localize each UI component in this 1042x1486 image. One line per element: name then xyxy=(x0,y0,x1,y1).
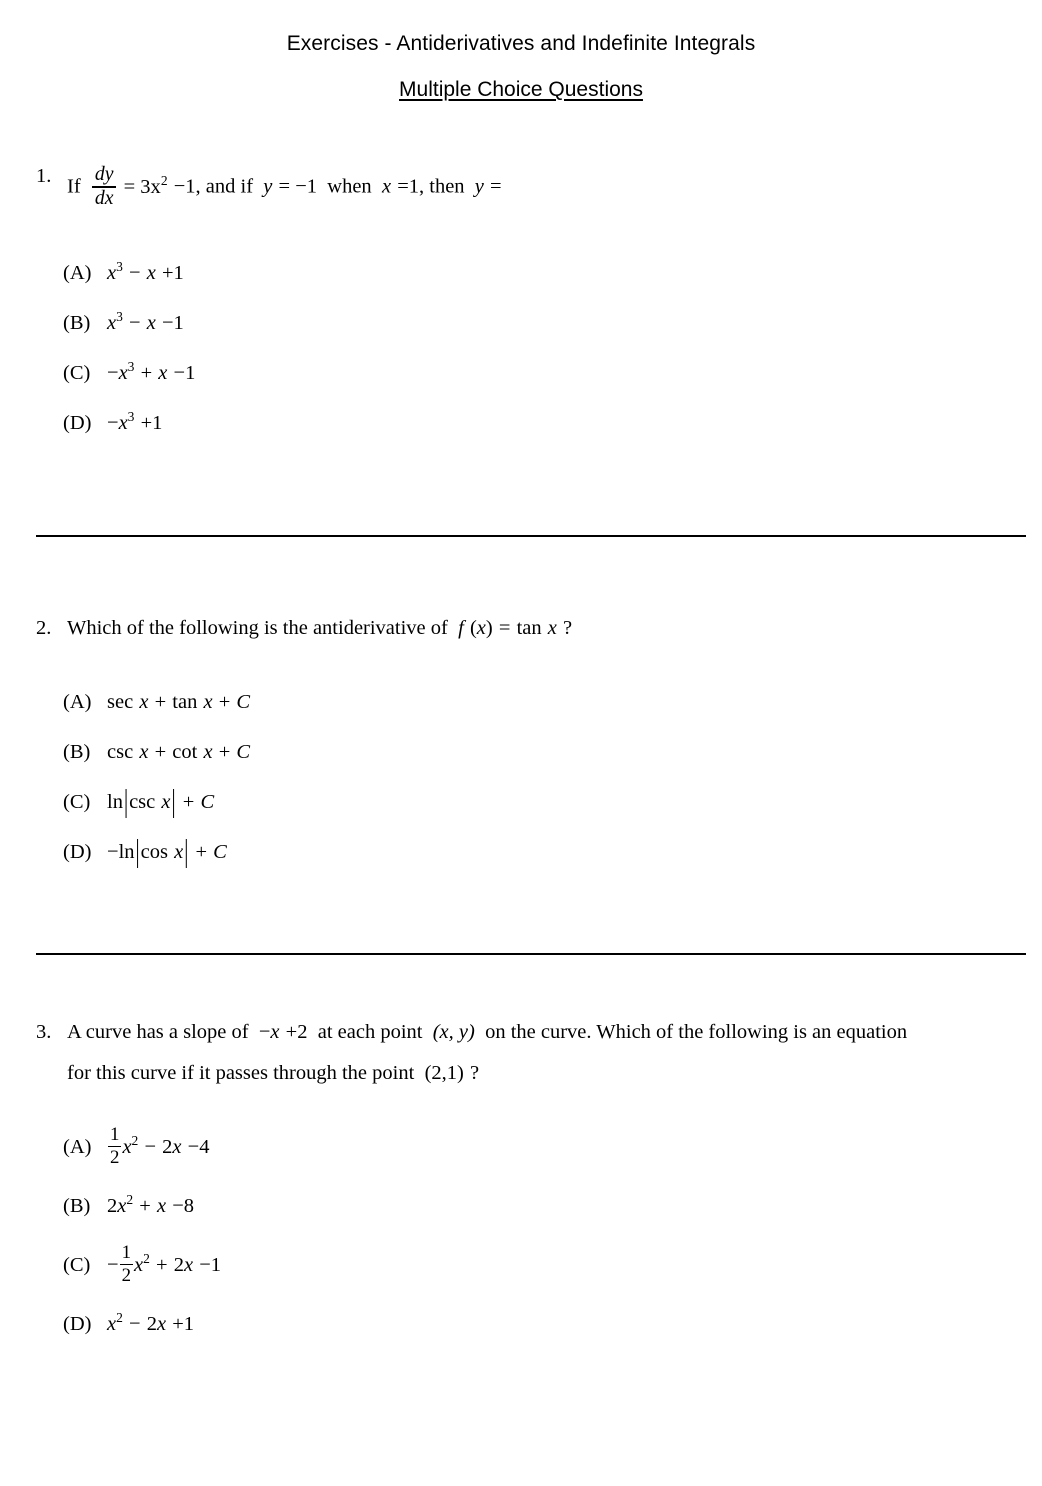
choice-label-c: (C) xyxy=(63,362,91,385)
dy-dx-fraction xyxy=(92,165,117,209)
question-3-line2-part-a: for this curve if it passes through the point xyxy=(67,1061,415,1084)
choice-text-b: $x^3 - x -1$ xyxy=(107,309,184,335)
absolute-value-bar-close: | xyxy=(184,834,189,869)
question-1 xyxy=(0,163,1042,438)
question-1-condition2-eq: =1 xyxy=(397,175,419,198)
question-1-choice-b[interactable] xyxy=(63,310,1042,338)
question-1-stem xyxy=(0,163,1042,210)
question-3-point-variable: (x, y) xyxy=(432,1021,475,1043)
question-3-choice-d[interactable] xyxy=(63,1311,1042,1339)
question-1-condition1-eq: = −1 xyxy=(278,175,318,198)
question-2 xyxy=(0,618,1042,867)
choice-text-d: $x^2 - 2x +1$ xyxy=(107,1310,195,1336)
fraction-numerator: 1 xyxy=(121,1241,131,1263)
choice-text-c: ln|csc x| + C xyxy=(107,784,215,819)
question-2-function: f (x) = tan x ? xyxy=(458,617,573,639)
absolute-value-bar-close: | xyxy=(171,784,176,819)
choice-label-d: (D) xyxy=(63,841,92,863)
question-1-choice-a[interactable] xyxy=(63,260,1042,288)
page-subtitle-underlined-text: Multiple Choice Questions xyxy=(399,78,643,101)
choice-text-a: sec x + tan x + C xyxy=(107,691,251,713)
fraction-numerator: dy xyxy=(94,163,114,185)
question-2-choices xyxy=(0,639,1042,867)
page-subtitle xyxy=(0,56,1042,102)
divider-after-question-1 xyxy=(36,535,1026,537)
choice-text-d: −ln|cos x| + C xyxy=(107,834,227,869)
fraction-denominator: dx xyxy=(94,187,114,210)
question-1-choice-c[interactable] xyxy=(63,360,1042,388)
one-half-fraction xyxy=(108,1123,121,1168)
choice-text-d: $-x^3 +1$ xyxy=(107,409,163,435)
page-title: Exercises - Antiderivatives and Indefinite Integrals xyxy=(286,32,756,55)
question-2-number: 2. xyxy=(36,617,52,639)
question-3-number: 3. xyxy=(36,1021,52,1043)
question-3-point-value: (2,1) xyxy=(424,1061,464,1084)
choice-text-a: $x^3 - x +1$ xyxy=(107,259,184,285)
question-1-equation: = $3x^2$ xyxy=(123,172,168,198)
choice-text-c: − $\frac{1}{2}$ $x^2 + 2x -1$ xyxy=(107,1241,222,1286)
question-2-choice-a[interactable] xyxy=(63,689,1042,717)
question-1-number: 1. xyxy=(36,165,52,187)
choice-label-b: (B) xyxy=(63,741,91,763)
question-3-choice-c[interactable] xyxy=(63,1241,1042,1287)
choice-label-a: (A) xyxy=(63,1136,92,1159)
question-2-choice-c[interactable] xyxy=(63,784,1042,819)
question-1-result-var: y xyxy=(474,175,484,198)
question-1-condition2-var: x xyxy=(381,175,392,198)
question-3-line1-part-b: at each point xyxy=(317,1021,423,1043)
question-3-choice-b[interactable] xyxy=(63,1193,1042,1221)
question-1-when: when xyxy=(327,175,372,198)
question-3-line2-part-b: ? xyxy=(469,1061,480,1084)
question-1-stem-prefix: If xyxy=(67,175,81,198)
question-1-condition1-var: y xyxy=(263,175,273,198)
question-3-line1-part-a: A curve has a slope of xyxy=(67,1021,249,1043)
fraction-denominator: 2 xyxy=(121,1264,131,1286)
question-2-choice-d[interactable] xyxy=(63,834,1042,869)
question-2-choice-b[interactable] xyxy=(63,739,1042,767)
question-1-stem-end: , then xyxy=(419,175,465,198)
absolute-value-bar-open: | xyxy=(135,834,140,869)
exponent-2: 2 xyxy=(160,172,168,188)
fraction-numerator: 1 xyxy=(110,1123,120,1145)
question-2-stem-text xyxy=(67,618,1002,639)
question-3-stem-line-1 xyxy=(67,1022,1002,1043)
choice-label-d: (D) xyxy=(63,412,92,435)
question-1-stem-text xyxy=(67,163,1002,210)
question-3-line1-part-c: on the curve. Which of the following is an equation xyxy=(485,1021,908,1043)
choice-label-a: (A) xyxy=(63,262,92,285)
question-3-choices xyxy=(0,1085,1042,1339)
choice-text-b: $2x^2 + x -8$ xyxy=(107,1192,195,1218)
choice-text-a: $\frac{1}{2}$ $x^2 - 2x -4$ xyxy=(110,1123,210,1168)
question-1-choices xyxy=(0,210,1042,438)
question-1-result-eq: = xyxy=(490,175,502,198)
one-half-fraction xyxy=(120,1241,133,1286)
choice-label-d: (D) xyxy=(63,1313,92,1336)
choice-text-c: $-x^3 + x -1$ xyxy=(107,359,196,385)
question-3 xyxy=(0,1022,1042,1339)
fraction-denominator: 2 xyxy=(110,1146,120,1168)
choice-label-a: (A) xyxy=(63,691,92,713)
absolute-value-bar-open: | xyxy=(123,784,129,819)
choice-label-b: (B) xyxy=(63,312,91,335)
question-3-stem xyxy=(0,1022,1042,1043)
divider-after-question-2 xyxy=(36,953,1026,955)
question-3-choice-a[interactable] xyxy=(63,1123,1042,1169)
question-1-stem-continued: , and if xyxy=(195,175,254,198)
choice-label-c: (C) xyxy=(63,1254,91,1277)
choice-label-b: (B) xyxy=(63,1195,91,1218)
choice-label-c: (C) xyxy=(63,791,91,813)
question-2-stem xyxy=(0,618,1042,639)
question-1-choice-d[interactable] xyxy=(63,410,1042,438)
question-3-slope: −x +2 xyxy=(258,1021,308,1043)
choice-text-b: csc x + cot x + C xyxy=(107,741,251,763)
question-1-equation-tail: −1 xyxy=(173,175,196,198)
question-2-stem-words: Which of the following is the antiderivative of xyxy=(67,617,448,639)
question-3-stem-line-2 xyxy=(0,1043,1042,1085)
